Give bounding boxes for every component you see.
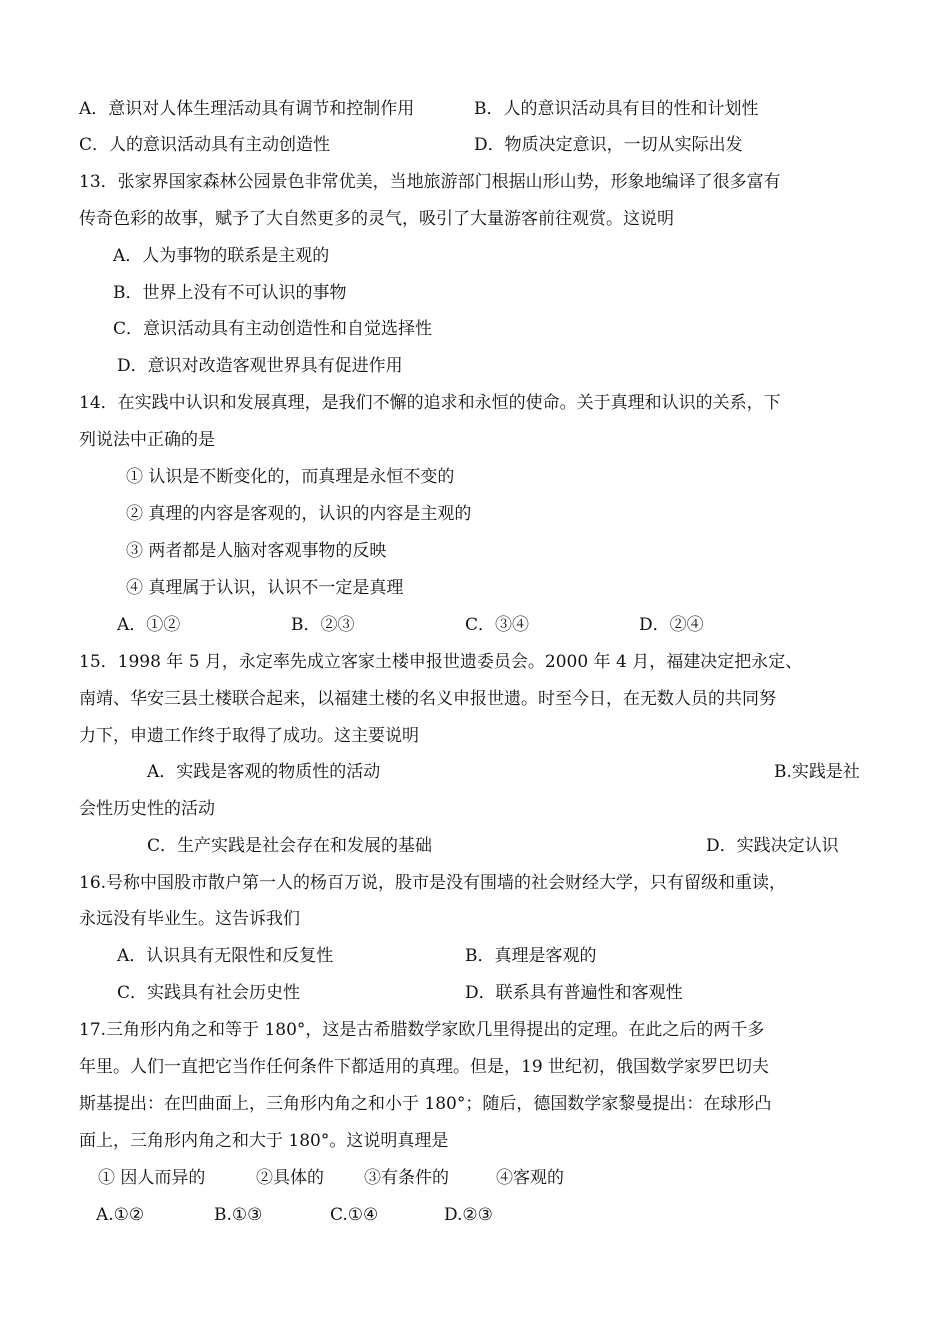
q17-item-3: ③有条件的 <box>364 1168 449 1188</box>
q17-option-b: B.①③ <box>214 1205 263 1225</box>
q13-option-d: D．意识对改造客观世界具有促进作用 <box>117 356 403 376</box>
q14-option-d: D．②④ <box>639 615 704 635</box>
q13-option-b: B．世界上没有不可认识的事物 <box>113 283 347 303</box>
q16-option-c: C．实践具有社会历史性 <box>117 983 301 1003</box>
q17-stem-line-4: 面上，三角形内角之和大于 180°。这说明真理是 <box>79 1131 449 1151</box>
q17-stem-line-1: 17.三角形内角之和等于 180°，这是古希腊数学家欧几里得提出的定理。在此之后的两千多 <box>79 1020 765 1040</box>
q13-stem-line-1: 13．张家界国家森林公园景色非常优美，当地旅游部门根据山形山势，形象地编译了很多富有 <box>79 172 781 192</box>
q17-item-1: ① 因人而异的 <box>98 1168 206 1188</box>
q14-item-1: ① 认识是不断变化的，而真理是永恒不变的 <box>126 467 455 487</box>
q14-item-3: ③ 两者都是人脑对客观事物的反映 <box>126 541 387 561</box>
q14-item-2: ② 真理的内容是客观的，认识的内容是主观的 <box>126 504 472 524</box>
q17-option-a: A.①② <box>96 1205 145 1225</box>
q12-option-a: A．意识对人体生理活动具有调节和控制作用 <box>79 99 415 119</box>
q13-option-a: A．人为事物的联系是主观的 <box>113 246 330 266</box>
q17-stem-line-2: 年里。人们一直把它当作任何条件下都适用的真理。但是，19 世纪初，俄国数学家罗巴切夫 <box>79 1057 770 1077</box>
q16-option-a: A．认识具有无限性和反复性 <box>117 946 334 966</box>
q15-stem-line-3: 力下，申遗工作终于取得了成功。这主要说明 <box>79 726 419 746</box>
q12-option-d: D．物质决定意识，一切从实际出发 <box>474 135 743 155</box>
q14-option-b: B．②③ <box>291 615 355 635</box>
q16-stem-line-1: 16.号称中国股市散户第一人的杨百万说，股市是没有围墙的社会财经大学，只有留级和重读， <box>79 873 787 893</box>
q16-option-b: B．真理是客观的 <box>465 946 597 966</box>
q16-stem-line-2: 永远没有毕业生。这告诉我们 <box>79 909 300 929</box>
q14-stem-line-2: 列说法中正确的是 <box>79 430 215 450</box>
q17-option-c: C.①④ <box>330 1205 379 1225</box>
q17-option-d: D.②③ <box>444 1205 493 1225</box>
q15-option-b-part-2: 会性历史性的活动 <box>79 799 215 819</box>
q17-stem-line-3: 斯基提出：在凹曲面上，三角形内角之和小于 180°；随后，德国数学家黎曼提出：在球形凸 <box>79 1094 772 1114</box>
q13-option-c: C．意识活动具有主动创造性和自觉选择性 <box>113 319 433 339</box>
q15-option-d: D．实践决定认识 <box>706 836 839 856</box>
q15-option-a: A．实践是客观的物质性的活动 <box>147 762 381 782</box>
q14-option-c: C．③④ <box>465 615 530 635</box>
q15-option-b-part-1: B.实践是社 <box>774 762 860 782</box>
q12-option-c: C．人的意识活动具有主动创造性 <box>79 135 331 155</box>
q15-stem-line-2: 南靖、华安三县土楼联合起来，以福建土楼的名义申报世遗。时至今日，在无数人员的共同努 <box>79 689 776 709</box>
q12-option-b: B．人的意识活动具有目的性和计划性 <box>474 99 759 119</box>
q17-item-2: ②具体的 <box>256 1168 324 1188</box>
q14-stem-line-1: 14．在实践中认识和发展真理，是我们不懈的追求和永恒的使命。关于真理和认识的关系，下 <box>79 393 781 413</box>
q14-item-4: ④ 真理属于认识，认识不一定是真理 <box>126 578 404 598</box>
q15-stem-line-1: 15．1998 年 5 月，永定率先成立客家土楼申报世遗委员会。2000 年 4 月，福建决定把永定、 <box>79 652 803 672</box>
q15-option-c: C．生产实践是社会存在和发展的基础 <box>147 836 433 856</box>
q13-stem-line-2: 传奇色彩的故事，赋予了大自然更多的灵气，吸引了大量游客前往观赏。这说明 <box>79 209 674 229</box>
q14-option-a: A．①② <box>117 615 181 635</box>
q16-option-d: D．联系具有普遍性和客观性 <box>465 983 683 1003</box>
q17-item-4: ④客观的 <box>496 1168 564 1188</box>
